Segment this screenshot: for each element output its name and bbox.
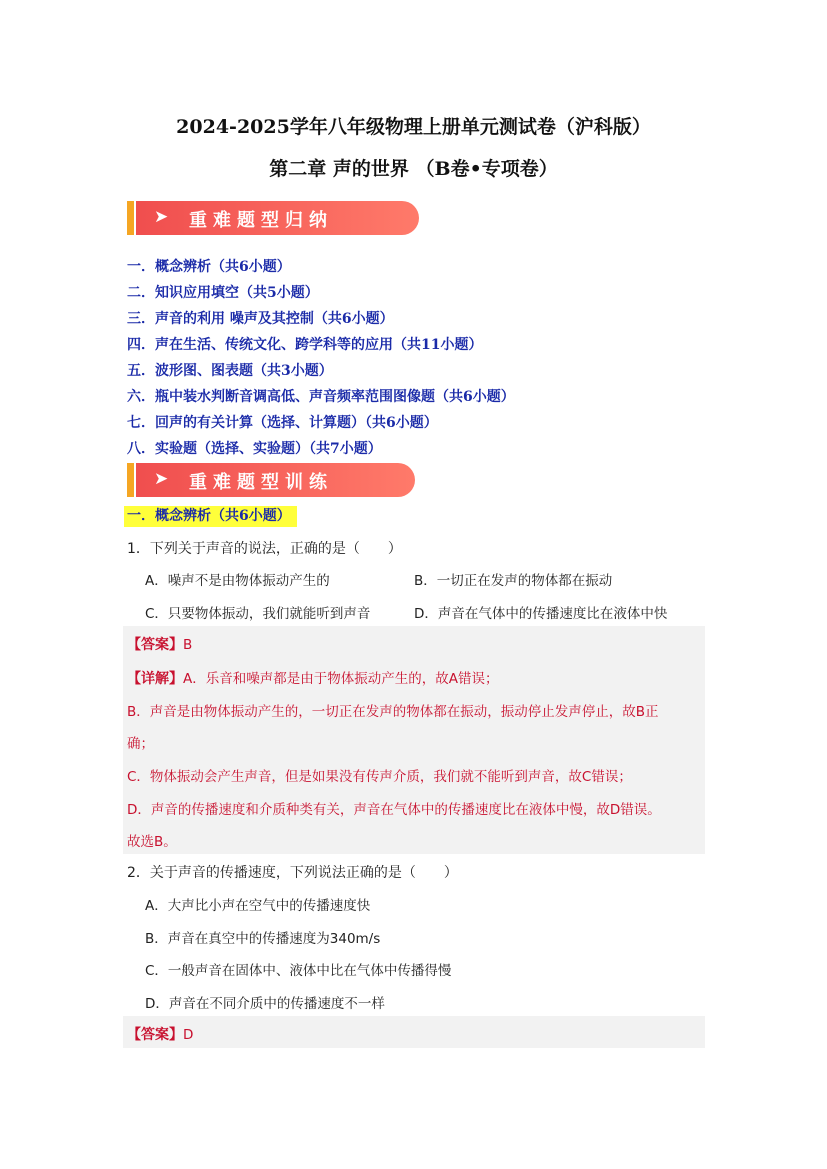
answer-value: D [183,1027,194,1043]
answer-value: B [183,637,193,653]
answer-line [127,1024,193,1044]
banner-title: 重难题型归纳 [189,210,333,231]
answer-box-1 [123,626,705,854]
toc-item: 二．知识应用填空（共5小题） [127,285,319,301]
question-1-stem: 1．下列关于声音的说法，正确的是（ ） [127,541,402,557]
answer-label: 【答案】 [127,1027,183,1043]
summary-banner [127,201,419,235]
toc-item: 七．回声的有关计算（选择、计算题）（共6小题） [127,415,438,431]
banner-accent-bar [127,463,134,497]
page-title: 2024-2025学年八年级物理上册单元测试卷（沪科版） [176,116,651,138]
arrow-icon: ➤ [154,207,169,227]
toc-item: 六．瓶中装水判断音调高低、声音频率范围图像题（共6小题） [127,389,515,405]
detail-text: 故选B。 [127,834,177,850]
section-heading: 一．概念辨析（共6小题） [124,506,297,527]
chapter-subtitle: 第二章 声的世界 （B卷•专项卷） [269,158,558,180]
detail-text: B．声音是由物体振动产生的，一切正在发声的物体都在振动，振动停止发声停止，故B正 [127,704,659,720]
answer-line [127,634,192,654]
question-2-option-b: B．声音在真空中的传播速度为340m/s [145,931,381,947]
detail-text: C．物体振动会产生声音，但是如果没有传声介质，我们就不能听到声音，故C错误； [127,769,632,785]
detail-text: A．乐音和噪声都是由于物体振动产生的，故A错误； [183,671,499,687]
toc-item: 一．概念辨析（共6小题） [127,259,291,275]
toc-item: 四．声在生活、传统文化、跨学科等的应用（共11小题） [127,337,483,353]
toc-item: 五．波形图、图表题（共3小题） [127,363,333,379]
question-2-stem: 2．关于声音的传播速度，下列说法正确的是（ ） [127,865,458,881]
detail-text: D．声音的传播速度和介质种类有关，声音在气体中的传播速度比在液体中慢，故D错误。 [127,802,661,818]
question-1-option-b: B．一切正在发声的物体都在振动 [414,573,613,589]
answer-box-2 [123,1016,705,1048]
detail-text: 确； [127,736,154,752]
banner-accent-bar [127,201,134,235]
answer-label: 【答案】 [127,637,183,653]
question-1-option-d: D．声音在气体中的传播速度比在液体中快 [414,606,668,622]
arrow-icon: ➤ [154,469,169,489]
banner-title: 重难题型训练 [189,472,333,493]
toc-item: 三．声音的利用 噪声及其控制（共6小题） [127,311,394,327]
question-1-option-c: C．只要物体振动，我们就能听到声音 [145,606,371,622]
detail-label: 【详解】 [127,671,183,687]
training-banner [127,463,415,497]
question-2-option-d: D．声音在不同介质中的传播速度不一样 [145,996,385,1012]
question-2-option-a: A．大声比小声在空气中的传播速度快 [145,898,371,914]
question-1-option-a: A．噪声不是由物体振动产生的 [145,573,330,589]
detail-line [127,667,498,688]
question-2-option-c: C．一般声音在固体中、液体中比在气体中传播得慢 [145,963,452,979]
toc-item: 八．实验题（选择、实验题）（共7小题） [127,441,382,457]
